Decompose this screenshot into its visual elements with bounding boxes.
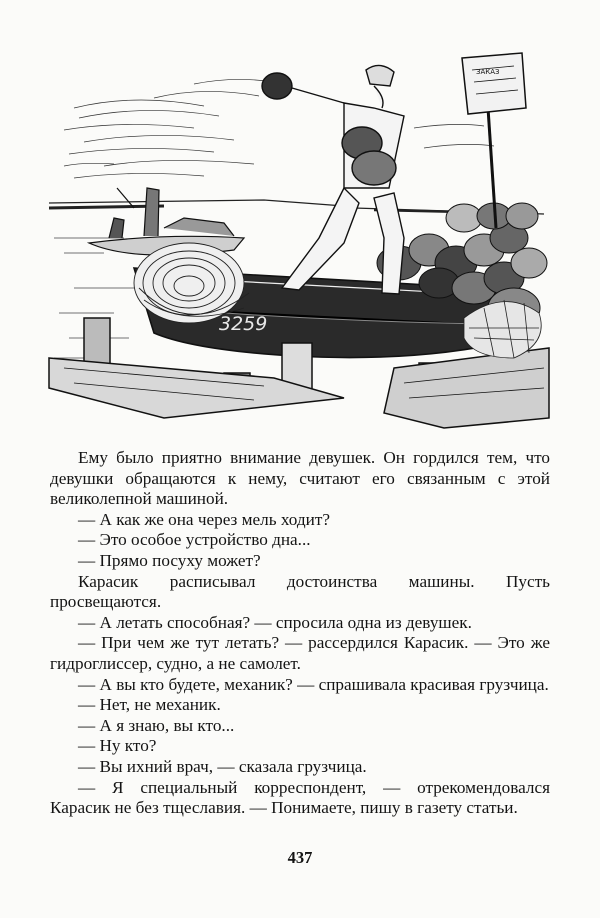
dialogue-line: — А летать способная? — спросила одна из девушек. bbox=[78, 612, 472, 632]
dialogue-line: — А как же она через мель ходит? bbox=[78, 509, 330, 529]
dialogue-line: — При чем же тут летать? — рассердился Карасик. — Это же гидроглиссер, судно, а не самолет. bbox=[50, 633, 550, 673]
paragraph: Карасик расписывал достоинства машины. Пусть просвещаются. bbox=[50, 571, 550, 612]
illustration bbox=[44, 38, 554, 433]
distant-boat bbox=[89, 188, 244, 255]
svg-text:3259: 3259 bbox=[219, 313, 268, 335]
page-number: 437 bbox=[287, 848, 313, 867]
dialogue-line: — Вы ихний врач, — сказала грузчица. bbox=[78, 756, 367, 776]
svg-text:ЗАКАЗ: ЗАКАЗ bbox=[476, 68, 500, 76]
text-block bbox=[50, 448, 550, 819]
dialogue-line: — Это особое устройство дна... bbox=[78, 530, 311, 550]
paragraph: Ему было приятно внимание девушек. Он гордился тем, что девушки обращаются к нему, считают его связанным с этой великолепной машиной. bbox=[50, 448, 550, 509]
dialogue-line: — Ну кто? bbox=[78, 736, 157, 756]
dialogue-line: — Нет, не механик. bbox=[78, 695, 221, 715]
dialogue-line: — А я знаю, вы кто... bbox=[78, 715, 235, 735]
dialogue-line: — Прямо посуху может? bbox=[78, 550, 261, 570]
standing-man bbox=[262, 65, 404, 294]
dialogue-line: — А вы кто будете, механик? — спрашивала красивая грузчица. bbox=[78, 674, 549, 694]
signpost bbox=[462, 53, 526, 228]
dialogue-line: — Я специальный корреспондент, — отрекомендовался Карасик не без тщеславия. — Понимаете, пишу в газету статьи. bbox=[50, 777, 550, 818]
